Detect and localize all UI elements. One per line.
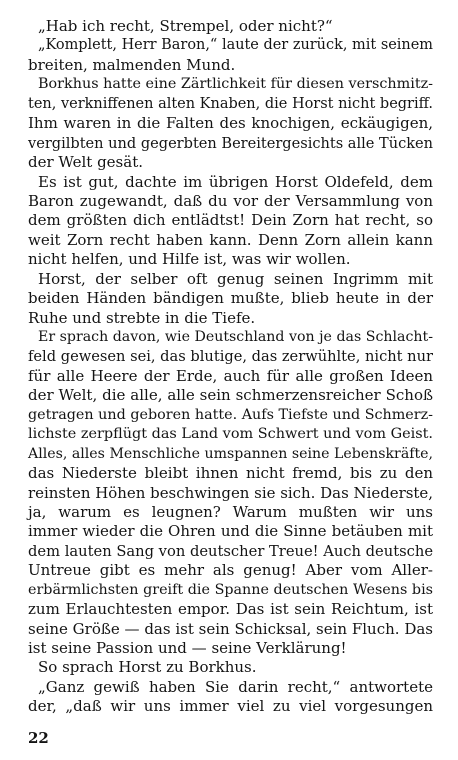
text-line: der, „daß wir uns immer viel zu viel vorgesungen <box>28 697 433 716</box>
text-line: „Ganz gewiß haben Sie darin recht,“ antwortete <box>38 677 433 696</box>
text-line: der Welt gesät. <box>28 153 143 172</box>
text-line: seine Größe — das ist sein Schicksal, sein Fluch. Das <box>28 619 433 638</box>
text-line: der Welt, die alle, alle sein schmerzensreicher Schoß <box>28 386 433 405</box>
text-line: immer wieder die Ohren und die Sinne betäuben mit <box>28 522 433 541</box>
text-line: feld gewesen sei, das blutige, das zerwühlte, nicht nur <box>28 348 433 366</box>
body-text <box>28 17 433 717</box>
text-line: „Hab ich recht, Strempel, oder nicht?“ <box>38 17 333 35</box>
text-line: nicht helfen, und Hilfe ist, was wir wollen. <box>28 250 351 269</box>
text-line: „Komplett, Herr Baron,“ laute der zurück, mit seinem <box>38 37 433 54</box>
text-line: Horst, der selber oft genug seinen Ingrimm mit <box>38 269 433 288</box>
text-line: breiten, malmenden Mund. <box>28 55 236 74</box>
text-line: ten, verkniffenen alten Knaben, die Horst nicht begriff. <box>28 95 433 112</box>
text-line: weit Zorn recht haben kann. Denn Zorn allein kann <box>28 230 433 249</box>
page-number: 22 <box>28 729 49 747</box>
text-line: ist seine Passion und — seine Verklärung! <box>28 639 347 657</box>
text-line: So sprach Horst zu Borkhus. <box>38 658 257 677</box>
text-line: dem größten dich entlädtst! Dein Zorn hat recht, so <box>28 211 433 230</box>
text-line: getragen und geboren hatte. Aufs Tiefste und Schmerz- <box>28 406 433 423</box>
text-line: das Niederste bleibt ihnen nicht fremd, bis zu den <box>28 464 433 483</box>
text-line: reinsten Höhen beschwingen sie sich. Das Niederste, <box>28 483 433 502</box>
text-line: dem lauten Sang von deutscher Treue! Auch deutsche <box>28 542 434 560</box>
text-line: beiden Händen bändigen mußte, blieb heute in der <box>28 289 433 308</box>
text-line: Alles, alles Menschliche umspannen seine Lebenskräfte, <box>28 445 433 462</box>
text-line: erbärmlichsten greift die Spanne deutschen Wesens bis <box>28 581 433 598</box>
text-line: Borkhus hatte eine Zärtlichkeit für diesen verschmitz- <box>38 76 433 93</box>
text-line: lichste zerpflügt das Land vom Schwert und vom Geist. <box>28 426 433 443</box>
text-line: ja, warum es leugnen? Warum mußten wir uns <box>28 502 433 521</box>
text-line: vergilbten und gegerbten Bereitergesichts alle Tücken <box>28 134 434 152</box>
text-line: Er sprach davon, wie Deutschland von je das Schlacht- <box>38 329 433 345</box>
text-line: Ruhe und strebte in die Tiefe. <box>28 308 256 327</box>
text-line: zum Erlauchtesten empor. Das ist sein Reichtum, ist <box>28 600 433 619</box>
text-line: für alle Heere der Erde, auch für alle großen Ideen <box>28 366 433 385</box>
text-line: Es ist gut, dachte im übrigen Horst Oldefeld, dem <box>38 172 433 191</box>
text-line: Untreue gibt es mehr als genug! Aber vom Aller- <box>28 561 433 580</box>
text-line: Ihm waren in die Falten des knochigen, eckäugigen, <box>28 114 433 133</box>
text-line: Baron zugewandt, daß du vor der Versammlung von <box>28 191 433 210</box>
